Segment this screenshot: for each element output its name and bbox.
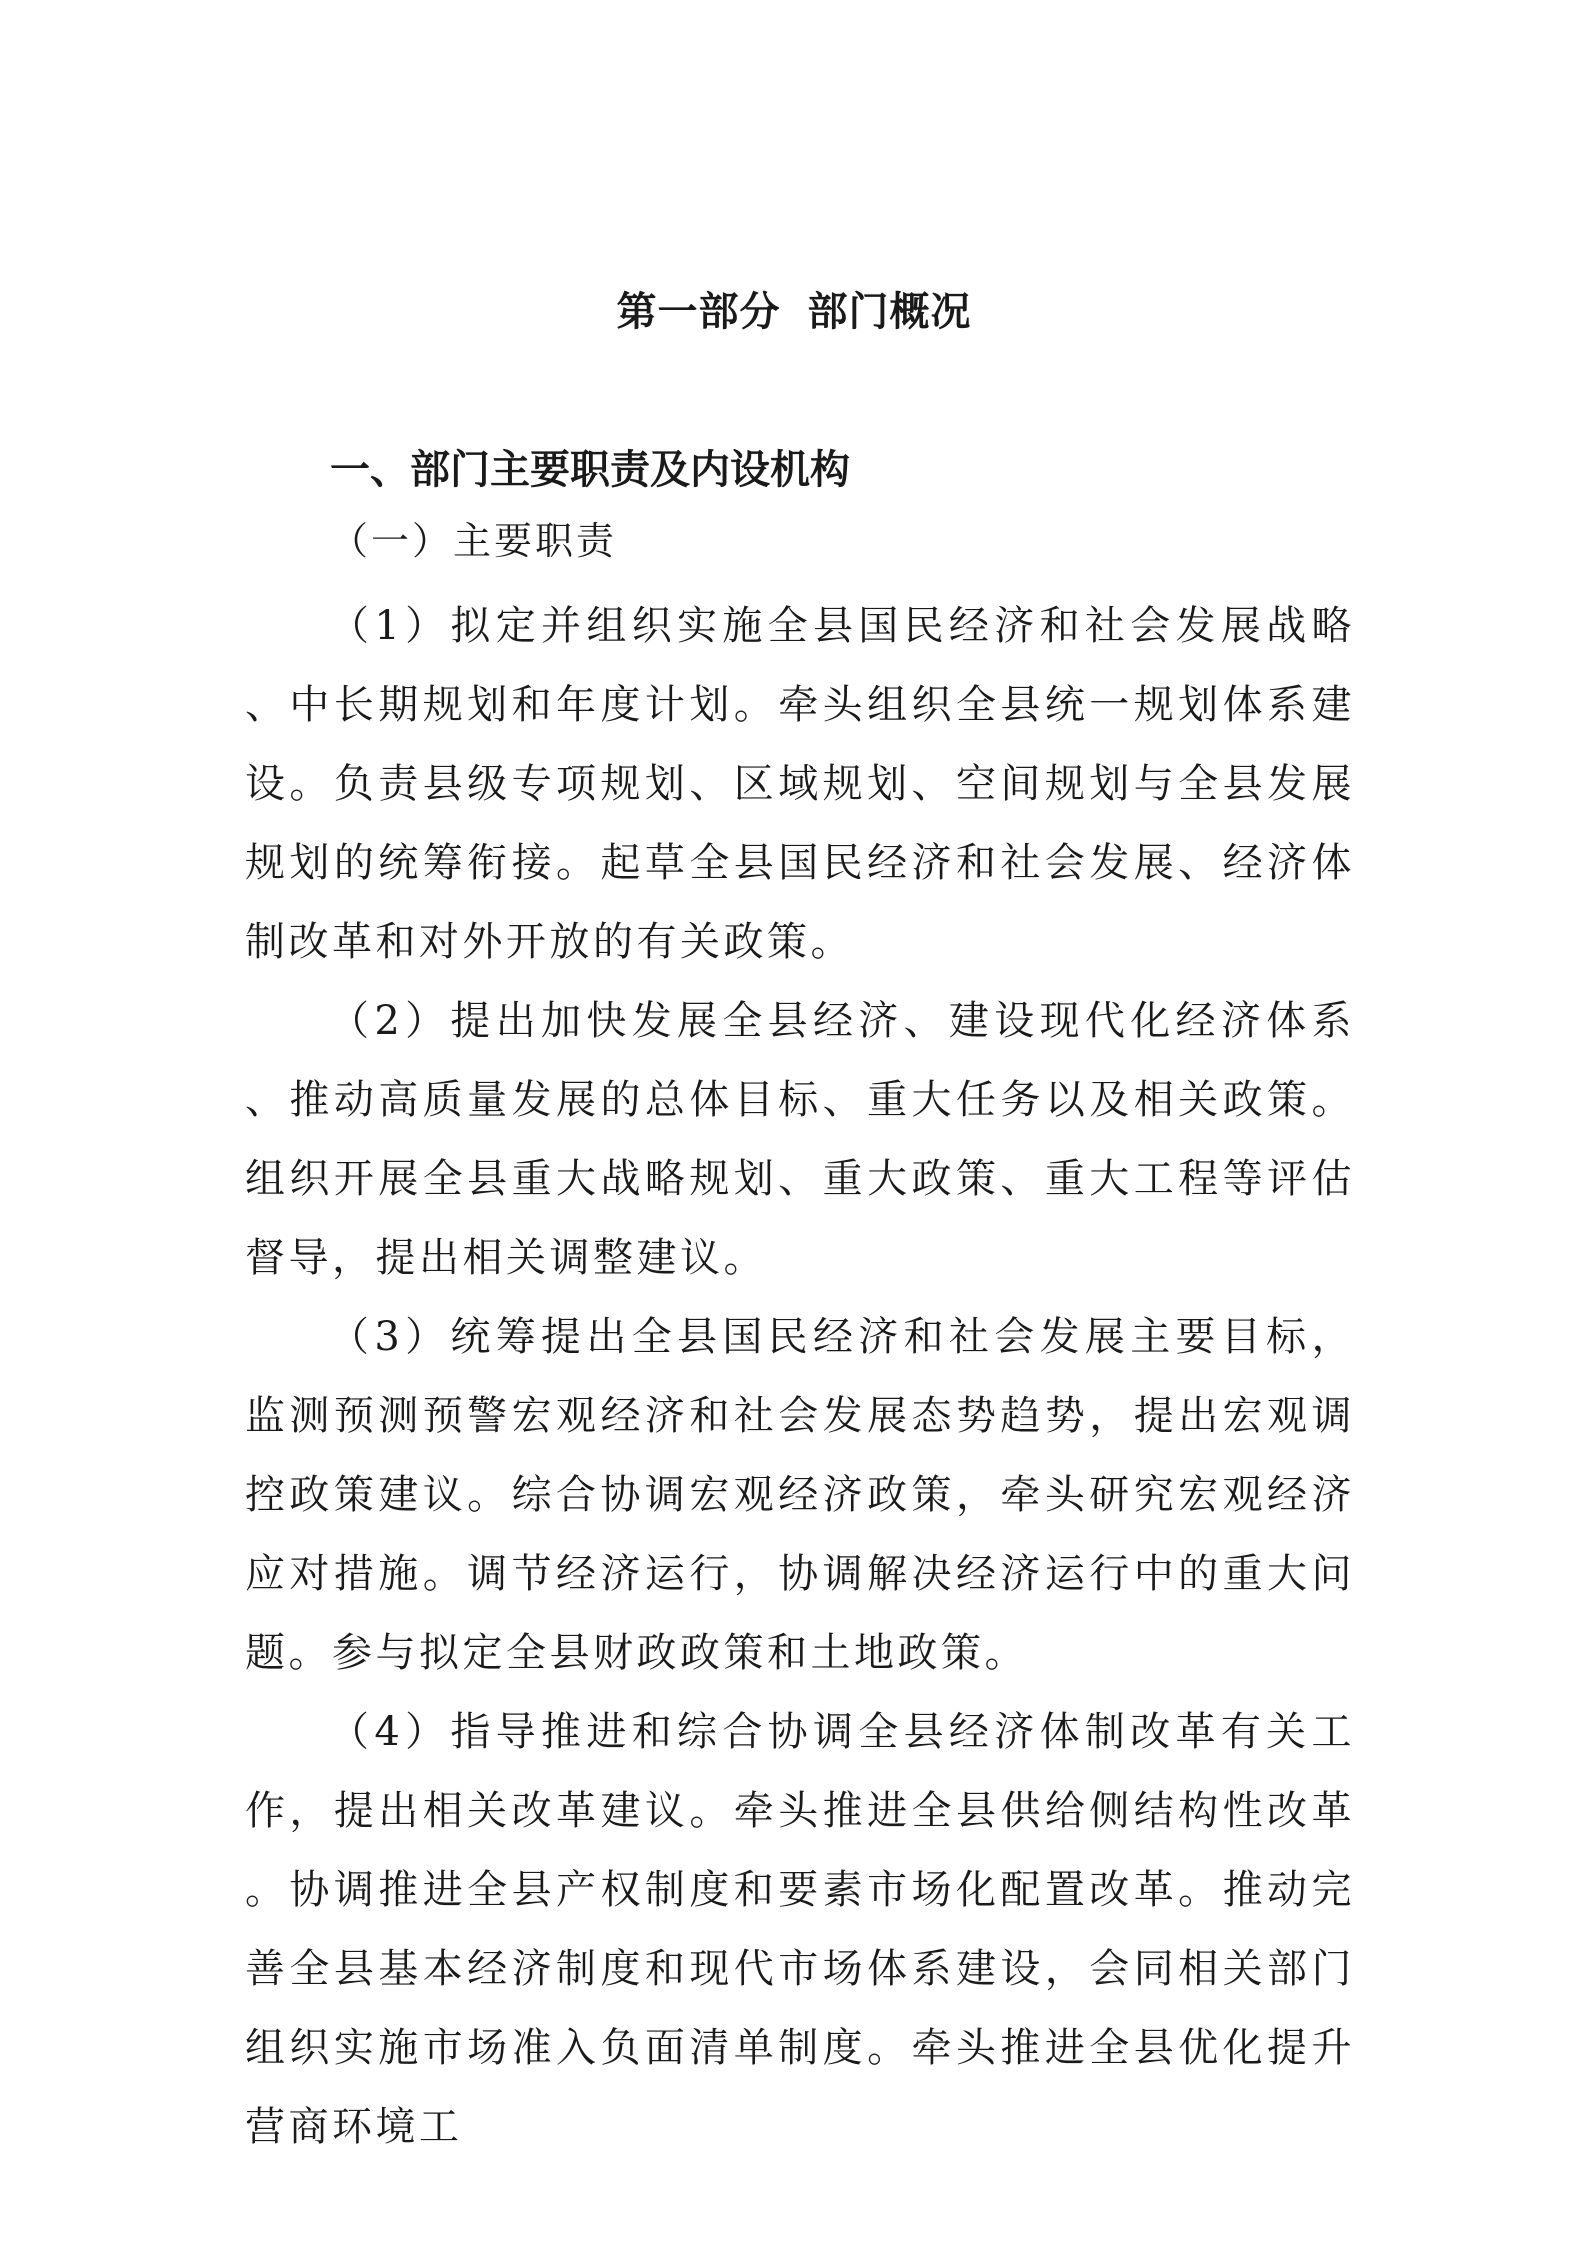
body-text [245, 587, 1355, 2167]
paragraph-2: （2）提出加快发展全县经济、建设现代化经济体系、推动高质量发展的总体目标、重大任务以及相关政策。组织开展全县重大战略规划、重大政策、重大工程等评估督导，提出相关调整建议。 [245, 998, 1355, 1281]
section-heading: 一、部门主要职责及内设机构 [330, 447, 850, 493]
sub-heading: （一）主要职责 [330, 519, 618, 563]
paragraph-4: （4）指导推进和综合协调全县经济体制改革有关工作，提出相关改革建议。牵头推进全县供给侧结构性改革。协调推进全县产权制度和要素市场化配置改革。推动完善全县基本经济制度和现代市场体系建设，会同相关部门组织实施市场准入负面清单制度。牵头推进全县优化提升营商环境工 [245, 1709, 1355, 2150]
paragraph-3: （3）统筹提出全县国民经济和社会发展主要目标，监测预测预警宏观经济和社会发展态势趋势，提出宏观调控政策建议。综合协调宏观经济政策，牵头研究宏观经济应对措施。调节经济运行，协调解决经济运行中的重大问题。参与拟定全县财政政策和土地政策。 [245, 1314, 1355, 1676]
part-title: 第一部分 部门概况 [616, 288, 972, 335]
paragraph-1: （1）拟定并组织实施全县国民经济和社会发展战略、中长期规划和年度计划。牵头组织全县统一规划体系建设。负责县级专项规划、区域规划、空间规划与全县发展规划的统筹衔接。起草全县国民经济和社会发展、经济体制改革和对外开放的有关政策。 [245, 603, 1355, 965]
